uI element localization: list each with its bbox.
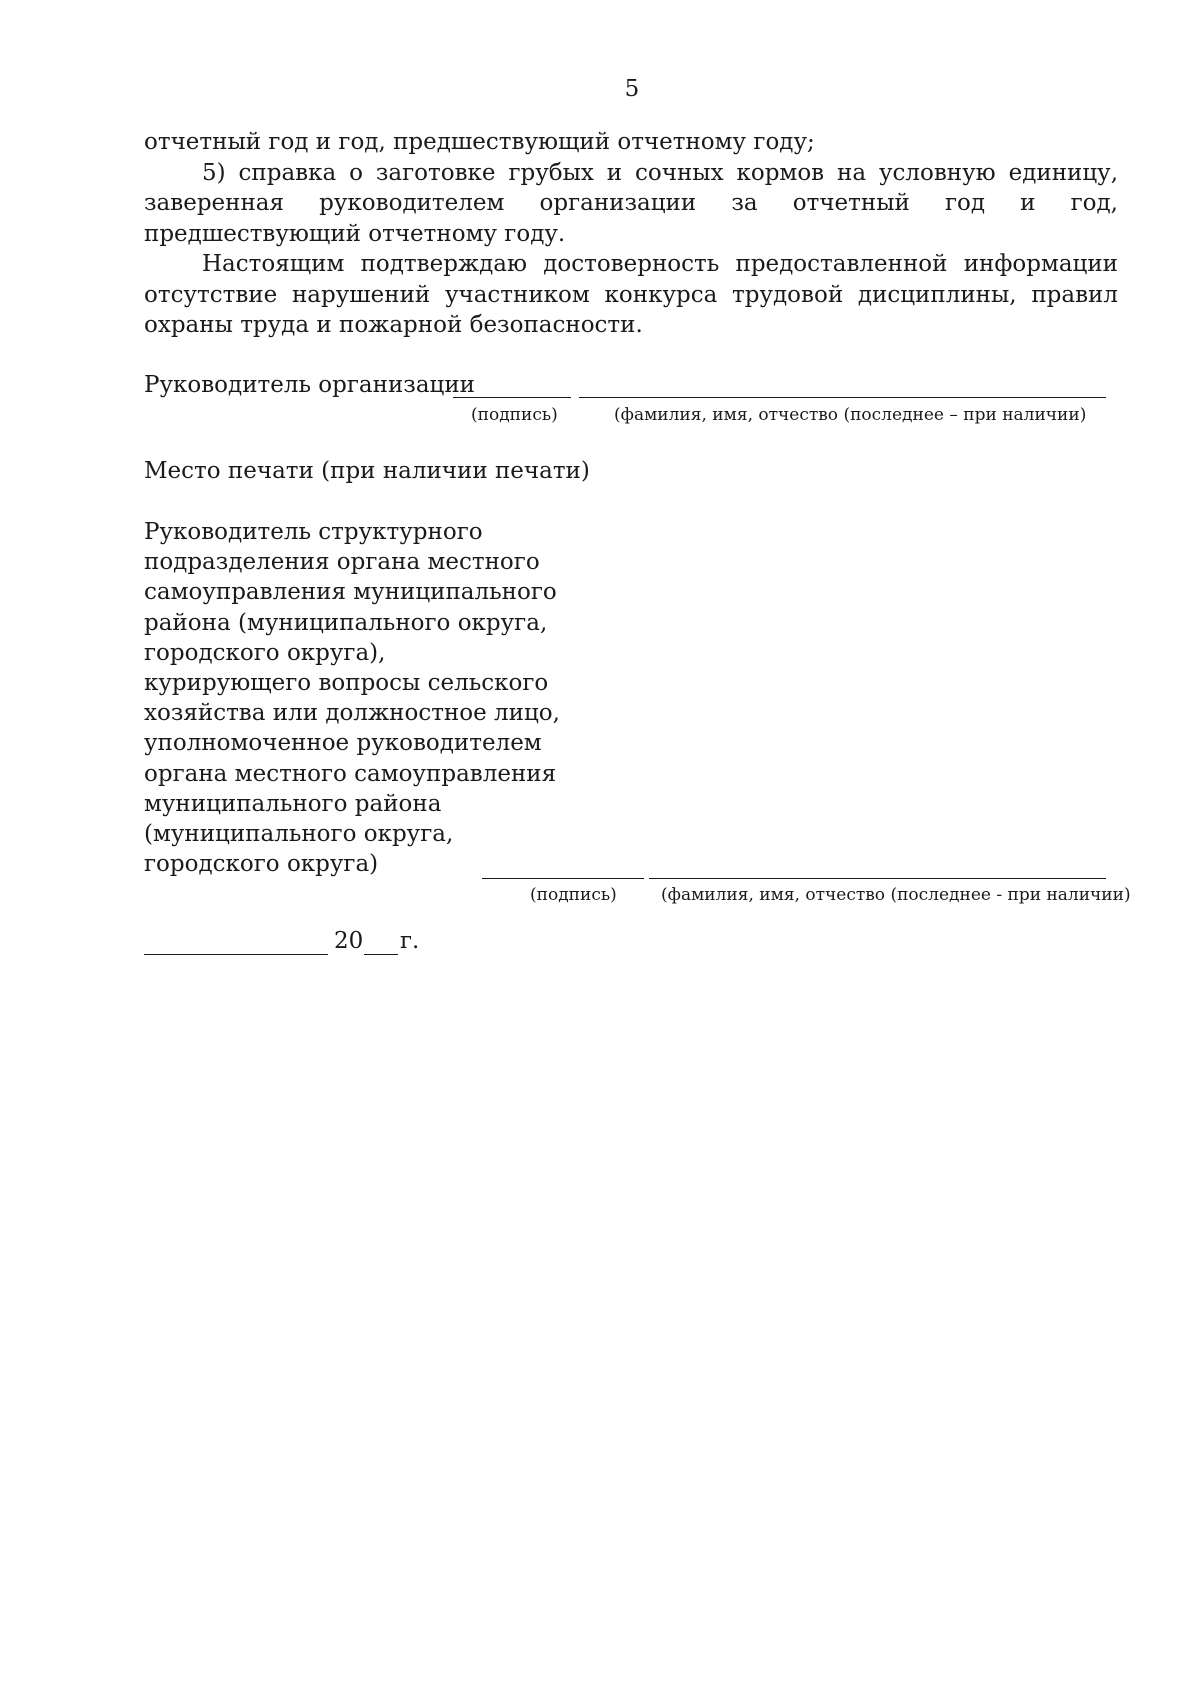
page-number: 5: [624, 76, 640, 102]
seal-place: Место печати (при наличии печати): [144, 458, 590, 484]
structural-head-line: городского округа): [144, 851, 379, 878]
structural-head-line: подразделения органа местного: [144, 549, 540, 576]
structural-head-line: Руководитель структурного: [144, 519, 483, 545]
org-name-line[interactable]: [579, 397, 1106, 398]
structural-head-line: самоуправления муниципального: [144, 579, 557, 606]
org-head-label: Руководитель организации: [144, 372, 475, 398]
paragraph-item-5: 5) справка о заготовке грубых и сочных кормов на условную единицу, заверенная руководителем организации за отчетный год и год, предшествующий отчетному году.: [144, 159, 1118, 247]
date-year-suffix: г.: [400, 928, 420, 954]
org-signature-line[interactable]: [453, 397, 571, 398]
body-text: [144, 127, 1118, 341]
structural-name-caption: (фамилия, имя, отчество (последнее - при наличии): [661, 885, 1131, 905]
structural-head-line: курирующего вопросы сельского: [144, 670, 549, 697]
paragraph-continuation: отчетный год и год, предшествующий отчетному году;: [144, 129, 815, 155]
structural-head-label: [144, 517, 564, 879]
org-name-caption: (фамилия, имя, отчество (последнее – при наличии): [614, 405, 1087, 425]
paragraph-confirmation: Настоящим подтверждаю достоверность предоставленной информации отсутствие нарушений участником конкурса трудовой дисциплины, правил охраны труда и пожарной безопасности.: [144, 251, 1118, 338]
date-year-prefix: 20: [334, 928, 364, 954]
structural-head-line: (муниципального округа,: [144, 821, 454, 848]
date-day-month-line[interactable]: [144, 954, 328, 955]
structural-signature-line[interactable]: [482, 878, 644, 879]
structural-signature-caption: (подпись): [530, 885, 617, 905]
structural-head-line: района (муниципального округа,: [144, 609, 548, 636]
structural-head-line: хозяйства или должностное лицо,: [144, 700, 560, 727]
date-year-line[interactable]: [364, 954, 398, 955]
structural-head-line: городского округа),: [144, 639, 386, 666]
structural-name-line[interactable]: [649, 878, 1106, 879]
structural-head-line: уполномоченное руководителем: [144, 730, 542, 757]
structural-head-line: муниципального района: [144, 790, 442, 817]
structural-head-line: органа местного самоуправления: [144, 760, 557, 787]
org-signature-caption: (подпись): [471, 405, 558, 425]
